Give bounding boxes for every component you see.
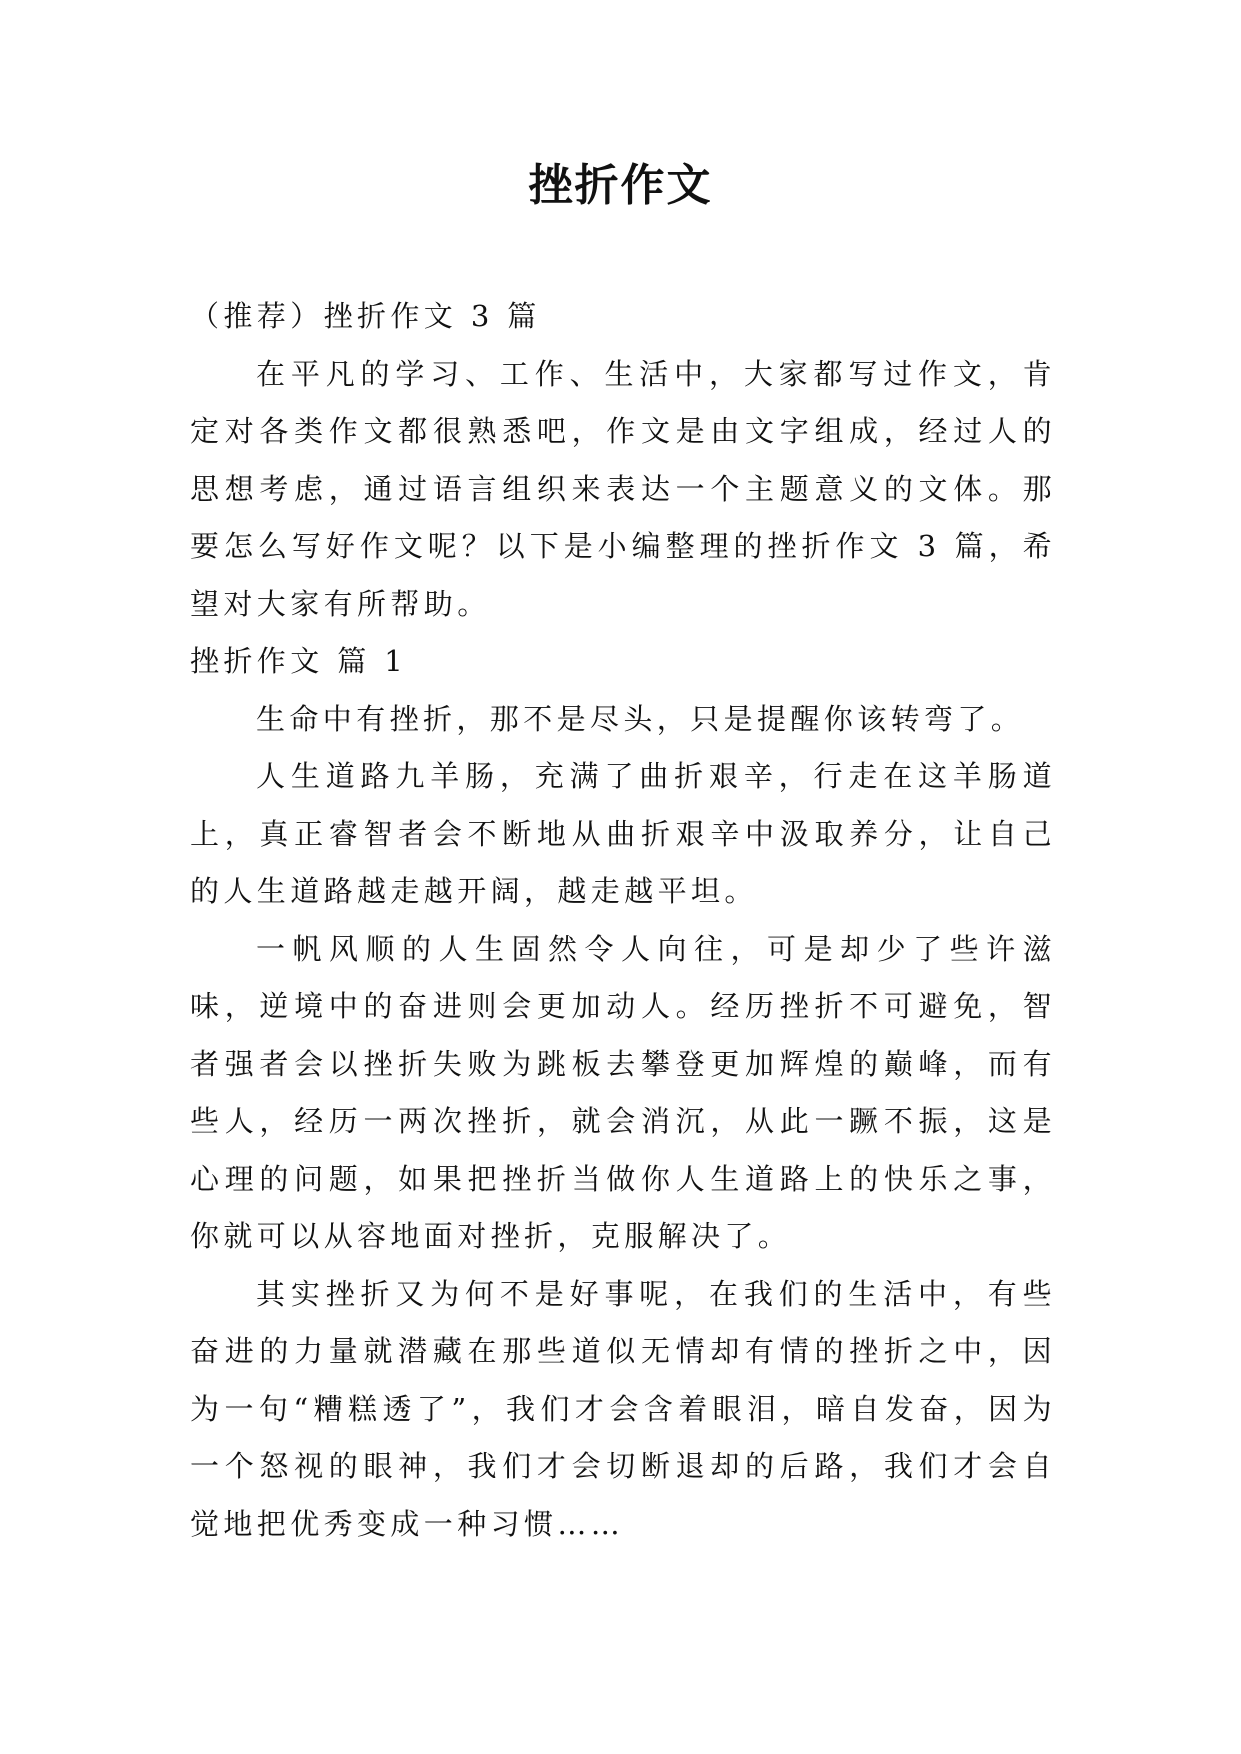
subtitle-paragraph: （推荐）挫折作文 3 篇 (190, 299, 541, 333)
document-title: 挫折作文 (528, 160, 713, 211)
section-heading: 挫折作文 篇 1 (190, 644, 408, 678)
body-paragraph: 人生道路九羊肠，充满了曲折艰辛，行走在这羊肠道上，真正睿智者会不断地从曲折艰辛中汲取养分，让自己的人生道路越走越开阔，越走越平坦。 (190, 759, 1056, 908)
body-paragraph: 生命中有挫折，那不是尽头，只是提醒你该转弯了。 (256, 701, 1025, 736)
body-paragraph: 其实挫折又为何不是好事呢，在我们的生活中，有些奋进的力量就潜藏在那些道似无情却有情的挫折之中，因为一句“糟糕透了”，我们才会含着眼泪，暗自发奋，因为一个怒视的眼神，我们才会切断退却的后路，我们才会自觉地把优秀变成一种习惯…… (190, 1276, 1056, 1541)
intro-paragraph: 在平凡的学习、工作、生活中，大家都写过作文，肯定对各类作文都很熟悉吧，作文是由文字组成，经过人的思想考虑，通过语言组织来表达一个主题意义的文体。那要怎么写好作文呢？以下是小编整理的挫折作文 3 篇，希望对大家有所帮助。 (190, 356, 1056, 621)
document-body (190, 288, 1056, 1553)
body-paragraph: 一帆风顺的人生固然令人向往，可是却少了些许滋味，逆境中的奋进则会更加动人。经历挫折不可避免，智者强者会以挫折失败为跳板去攀登更加辉煌的巅峰，而有些人，经历一两次挫折，就会消沉，从此一蹶不振，这是心理的问题，如果把挫折当做你人生道路上的快乐之事，你就可以从容地面对挫折，克服解决了。 (190, 931, 1056, 1253)
